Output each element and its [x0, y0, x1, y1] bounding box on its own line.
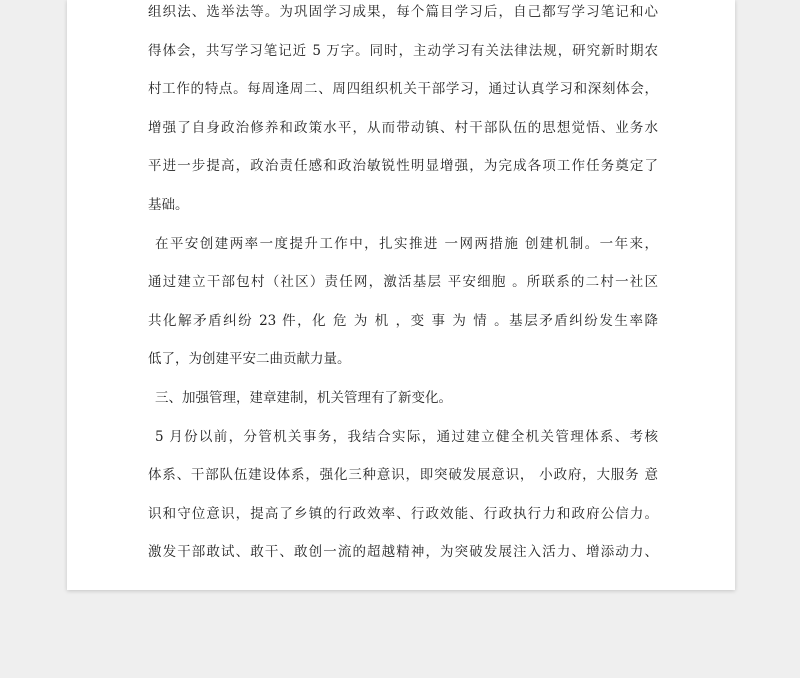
text-line: 激发干部敢试、敢干、敢创一流的超越精神，为突破发展注入活力、增添动力、: [148, 544, 658, 561]
document-body: [148, 0, 658, 572]
text-line: 基础。: [148, 196, 189, 213]
text-line: 村工作的特点。每周逢周二、周四组织机关干部学习，通过认真学习和深刻体会，: [148, 81, 658, 98]
text-line: 识和守位意识，提高了乡镇的行政效率、行政效能、行政执行力和政府公信力。: [148, 505, 658, 522]
document-page: [67, 0, 735, 590]
text-line: 低了，为创建平安二曲贡献力量。: [148, 351, 351, 368]
text-line: 在平安创建两率一度提升工作中，扎实推进 一网两措施 创建机制。一年来，: [155, 235, 658, 252]
text-line: 得体会，共写学习笔记近 5 万字。同时，主动学习有关法律法规，研究新时期农: [148, 42, 658, 59]
text-line: 增强了自身政治修养和政策水平，从而带动镇、村干部队伍的思想觉悟、业务水: [148, 119, 658, 136]
text-line: 体系、干部队伍建设体系，强化三种意识，即突破发展意识， 小政府，大服务 意: [148, 467, 658, 484]
text-line: 通过建立干部包村（社区）责任网，激活基层 平安细胞 。所联系的二村一社区: [148, 274, 658, 291]
text-line: 组织法、选举法等。为巩固学习成果，每个篇目学习后，自己都写学习笔记和心: [148, 4, 658, 20]
text-line: 5 月份以前，分管机关事务，我结合实际，通过建立健全机关管理体系、考核: [155, 428, 658, 445]
section-heading: 三、加强管理，建章建制，机关管理有了新变化。: [155, 389, 452, 406]
text-line: 平进一步提高，政治责任感和政治敏锐性明显增强，为完成各项工作任务奠定了: [148, 158, 658, 175]
text-line: 共化解矛盾纠纷 23 件，化 危 为 机 ，变 事 为 情 。基层矛盾纠纷发生率降: [148, 312, 658, 329]
